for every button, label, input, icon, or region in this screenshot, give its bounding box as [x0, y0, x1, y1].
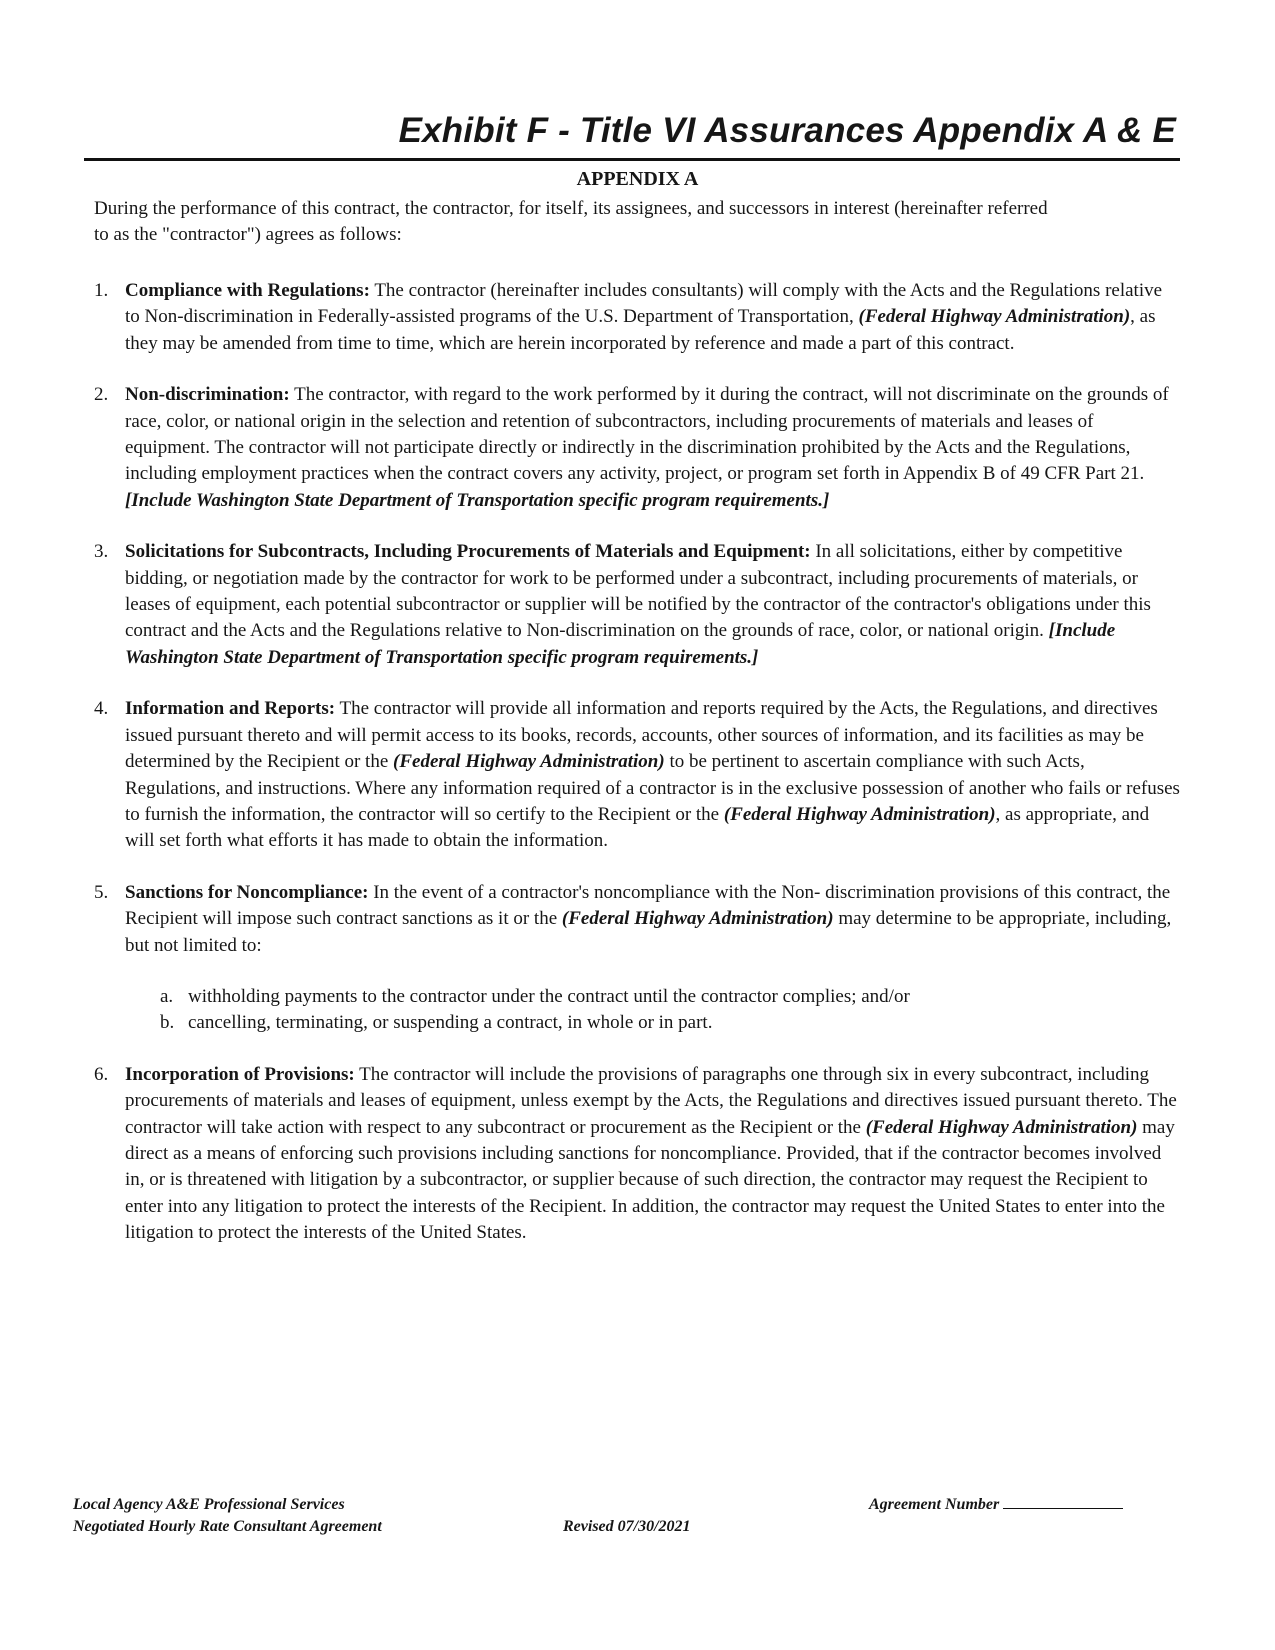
item-heading: Sanctions for Noncompliance:	[125, 881, 369, 903]
sublist-text: withholding payments to the contractor under the contract until the contractor complies; and/or	[188, 985, 910, 1007]
intro-paragraph: During the performance of this contract, the contractor, for itself, its assignees, and successors in interest (hereinafter referred to as the "contractor") agrees as follows:	[94, 198, 1048, 245]
item-text: to be pertinent to ascertain compliance with such Acts, Regulations, and instructions. Where any information required of a contractor is in the exclusive possession of another who fails or refuses to furnish the information, the contractor will so certify to the Recipient or the	[125, 751, 1180, 825]
provisions-list	[94, 278, 1180, 1272]
item-text: , as appropriate, and will set forth what efforts it has made to obtain the information.	[125, 803, 1150, 852]
item-text: may determine to be appropriate, including, but not limited to:	[125, 908, 1172, 956]
agreement-number-blank	[1003, 1494, 1123, 1509]
sanctions-sublist	[160, 984, 1180, 1037]
footer-line: Negotiated Hourly Rate Consultant Agreement	[73, 1518, 382, 1535]
footer-revised-date: Revised 07/30/2021	[563, 1518, 691, 1535]
sublist-item	[160, 1010, 1180, 1036]
item-text: may direct as a means of enforcing such provisions including sanctions for noncompliance. Provided, that if the contractor becomes involved in, or is threatened with litigation by a subcontractor, or supplier because of such direction, the contractor may request the Recipient to enter into any litigation to protect the interests of the Recipient. In addition, the contractor may request the United States to enter into the litigation to protect the interests of the United States.	[125, 1116, 1175, 1244]
item-text: The contractor (hereinafter includes consultants) will comply with the Acts and the Regulations relative to Non-discrimination in Federally-assisted programs of the U.S. Department of Transportation,	[125, 280, 1163, 328]
item-number: 4.	[94, 698, 109, 720]
item-number: 6.	[94, 1063, 109, 1085]
item-text: The contractor, with regard to the work performed by it during the contract, will not discriminate on the grounds of race, color, or national origin in the selection and retention of subcontractors, including procurements of materials and leases of equipment. The contractor will not participate directly or indirectly in the discrimination prohibited by the Acts and the Regulations, including employment practices when the contract covers any activity, project, or program set forth in Appendix B of 49 CFR Part 21.	[125, 384, 1169, 485]
provision-item	[94, 1062, 1180, 1247]
agency-name: (Federal Highway Administration)	[865, 1116, 1138, 1138]
item-text: The contractor will provide all information and reports required by the Acts, the Regulations, and directives issued pursuant thereto and will permit access to its books, records, accounts, other sources of information, and its facilities as may be determined by the Recipient or the	[125, 698, 1158, 773]
agency-name: (Federal Highway Administration)	[561, 908, 834, 930]
footer-agreement-number	[869, 1494, 1123, 1516]
agency-name: (Federal Highway Administration)	[723, 803, 996, 825]
sublist-item	[160, 984, 1180, 1010]
agency-name: (Federal Highway Administration)	[858, 306, 1131, 328]
provision-item	[94, 539, 1180, 671]
agency-name: (Federal Highway Administration)	[393, 751, 665, 773]
sublist-letter: b.	[160, 1012, 175, 1034]
program-requirements-note: [Include Washington State Department of Transportation specific program requirements.]	[125, 620, 1116, 668]
title-underline	[84, 158, 1180, 161]
footer-line: Local Agency A&E Professional Services	[73, 1496, 345, 1513]
agreement-number-label: Agreement Number	[869, 1496, 1000, 1513]
provision-item	[94, 696, 1180, 854]
item-text: The contractor will include the provisions of paragraphs one through six in every subcontract, including procurements of materials and leases of equipment, unless exempt by the Acts, the Regulations and directives issued pursuant thereto. The contractor will take action with respect to any subcontract or procurement as the Recipient or the	[125, 1063, 1177, 1138]
provision-item	[94, 880, 1180, 1037]
item-heading: Solicitations for Subcontracts, Including Procurements of Materials and Equipment:	[125, 541, 811, 563]
item-number: 3.	[94, 541, 109, 563]
item-text: , as they may be amended from time to time, which are herein incorporated by reference and made a part of this contract.	[125, 306, 1156, 354]
exhibit-title: Exhibit F - Title VI Assurances Appendix A & E	[398, 111, 1176, 150]
item-number: 2.	[94, 384, 109, 406]
footer-agreement-type	[73, 1494, 382, 1538]
sublist-text: cancelling, terminating, or suspending a contract, in whole or in part.	[188, 1012, 713, 1034]
item-heading: Non-discrimination:	[125, 384, 290, 406]
item-heading: Information and Reports:	[125, 698, 336, 720]
sublist-letter: a.	[160, 985, 174, 1007]
item-text: In all solicitations, either by competitive bidding, or negotiation made by the contractor for work to be performed under a subcontract, including procurements of materials, or leases of equipment, each potential subcontractor or supplier will be notified by the contractor of the contractor's obligations under this contract and the Acts and the Regulations relative to Non-discrimination on the grounds of race, color, or national origin.	[125, 541, 1151, 642]
item-number: 1.	[94, 280, 109, 301]
provision-item	[94, 278, 1180, 357]
item-heading: Compliance with Regulations:	[125, 280, 370, 301]
item-heading: Incorporation of Provisions:	[125, 1063, 355, 1085]
program-requirements-note: [Include Washington State Department of Transportation specific program requirements.]	[125, 489, 830, 511]
appendix-heading: APPENDIX A	[576, 168, 699, 190]
provision-item	[94, 382, 1180, 514]
item-number: 5.	[94, 881, 109, 903]
item-text: In the event of a contractor's noncompliance with the Non- discrimination provisions of this contract, the Recipient will impose such contract sanctions as it or the	[125, 881, 1171, 930]
